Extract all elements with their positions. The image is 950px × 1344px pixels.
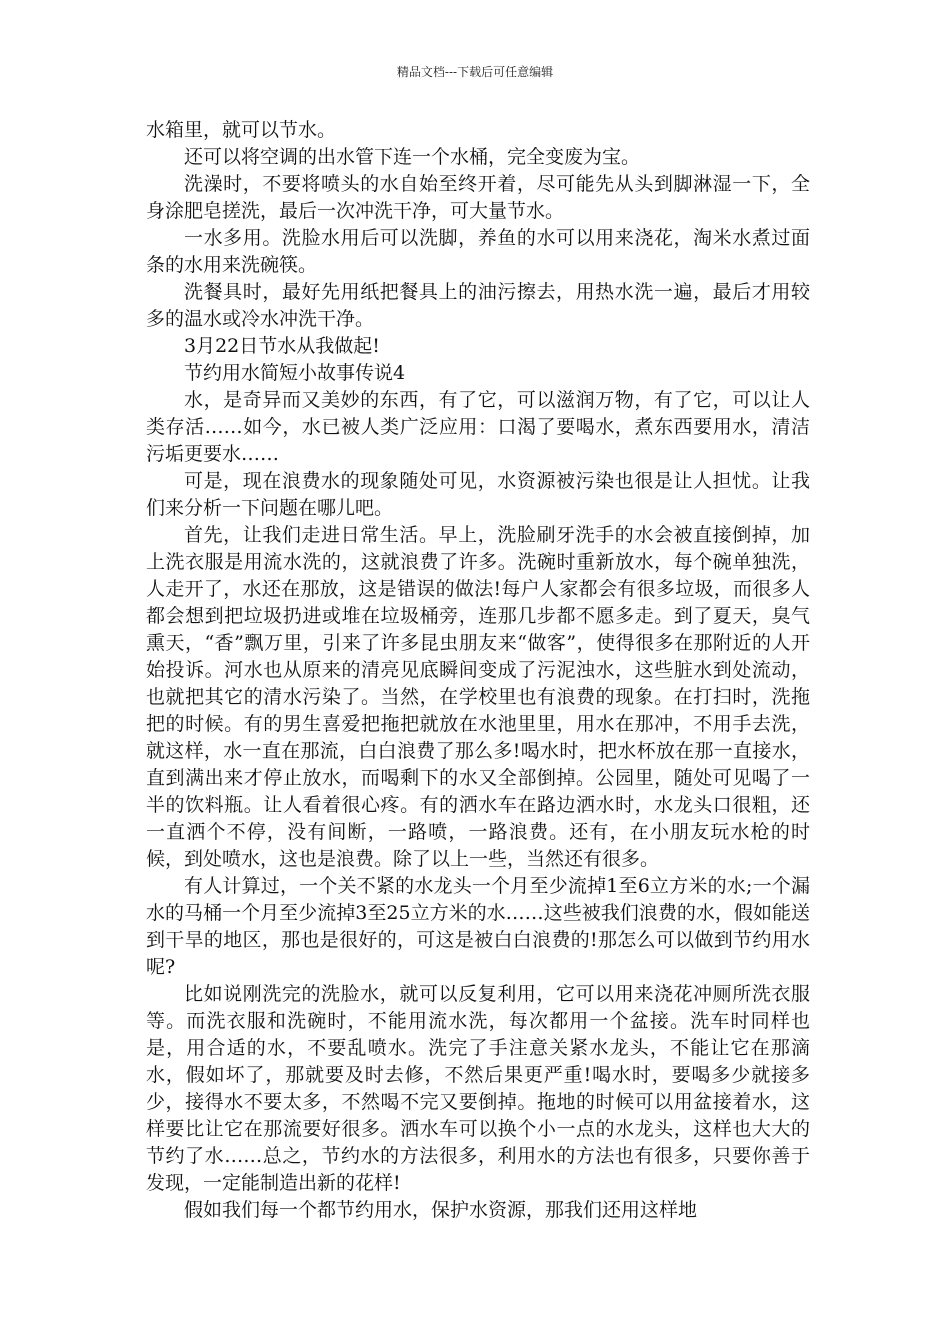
paragraph: 首先，让我们走进日常生活。早上，洗脸刷牙洗手的水会被直接倒掉，加上洗衣服是用流水洗的，这就浪费了许多。洗碗时重新放水，每个碗单独洗，人走开了，水还在那放，这是错误的做法!每户人家都会有很多垃圾，而很多人都会想到把垃圾扔进或堆在垃圾桶旁，连那几步都不愿多走。到了夏天，臭气熏天，“香”飘万里，引来了许多昆虫朋友来“做客”，使得很多在那附近的人开始投诉。河水也从原来的清亮见底瞬间变成了污泥浊水，这些脏水到处流动，也就把其它的清水污染了。当然，在学校里也有浪费的现象。在打扫时，洗拖把的时候。有的男生喜爱把拖把就放在水池里里，用水在那冲，不用手去洗，就这样，水一直在那流，白白浪费了那么多!喝水时，把水杯放在那一直接水，直到满出来才停止放水，而喝剩下的水又全部倒掉。公园里，随处可见喝了一半的饮料瓶。让人看着很心疼。有的洒水车在路边洒水时，水龙头口很粗，还一直洒个不停，没有间断，一路喷，一路浪费。还有，在小朋友玩水枪的时候，到处喷水，这也是浪费。除了以上一些，当然还有很多。: [146, 524, 810, 870]
paragraph: 洗澡时，不要将喷头的水自始至终开着，尽可能先从头到脚淋湿一下，全身涂肥皂搓洗，最后一次冲洗干净，可大量节水。: [146, 173, 810, 222]
paragraph: 比如说刚洗完的洗脸水，就可以反复利用，它可以用来浇花冲厕所洗衣服等。而洗衣服和洗碗时，不能用流水洗，每次都用一个盆接。洗车时同样也是，用合适的水，不要乱喷水。洗完了手注意关紧水龙头，不能让它在那滴水，假如坏了，那就要及时去修，不然后果更严重!喝水时，要喝多少就接多少，接得水不要太多，不然喝不完又要倒掉。拖地的时候可以用盆接着水，这样要比让它在那流要好很多。洒水车可以换个小一点的水龙头，这样也大大的节约了水……总之，节约水的方法很多，利用水的方法也有很多，只要你善于发现，一定能制造出新的花样!: [146, 983, 810, 1194]
paragraph: 可是，现在浪费水的现象随处可见，水资源被污染也很是让人担忧。让我们来分析一下问题在哪儿吧。: [146, 470, 810, 519]
document-body: [146, 117, 810, 1224]
paragraph: 3月22日节水从我做起!: [184, 335, 380, 357]
section-title: 节约用水简短小故事传说4: [184, 362, 406, 384]
paragraph: 水，是奇异而又美妙的东西，有了它，可以滋润万物，有了它，可以让人类存活……如今，水已被人类广泛应用：口渴了要喝水，煮东西要用水，清洁污垢更要水……: [146, 389, 810, 465]
page-header: 精品文档---下载后可任意编辑: [396, 65, 554, 79]
paragraph: 洗餐具时，最好先用纸把餐具上的油污擦去，用热水洗一遍，最后才用较多的温水或冷水冲洗干净。: [146, 281, 810, 330]
paragraph: 还可以将空调的出水管下连一个水桶，完全变废为宝。: [184, 146, 641, 168]
paragraph: 一水多用。洗脸水用后可以洗脚，养鱼的水可以用来浇花，淘米水煮过面条的水用来洗碗筷。: [146, 227, 810, 276]
paragraph: 假如我们每一个都节约用水，保护水资源，那我们还用这样地: [184, 1199, 698, 1221]
paragraph: 水箱里，就可以节水。: [146, 119, 337, 141]
paragraph: 有人计算过，一个关不紧的水龙头一个月至少流掉1至6立方米的水;一个漏水的马桶一个月至少流掉3至25立方米的水……这些被我们浪费的水，假如能送到干旱的地区，那也是很好的，可这是被白白浪费的!那怎么可以做到节约用水呢?: [146, 875, 810, 978]
